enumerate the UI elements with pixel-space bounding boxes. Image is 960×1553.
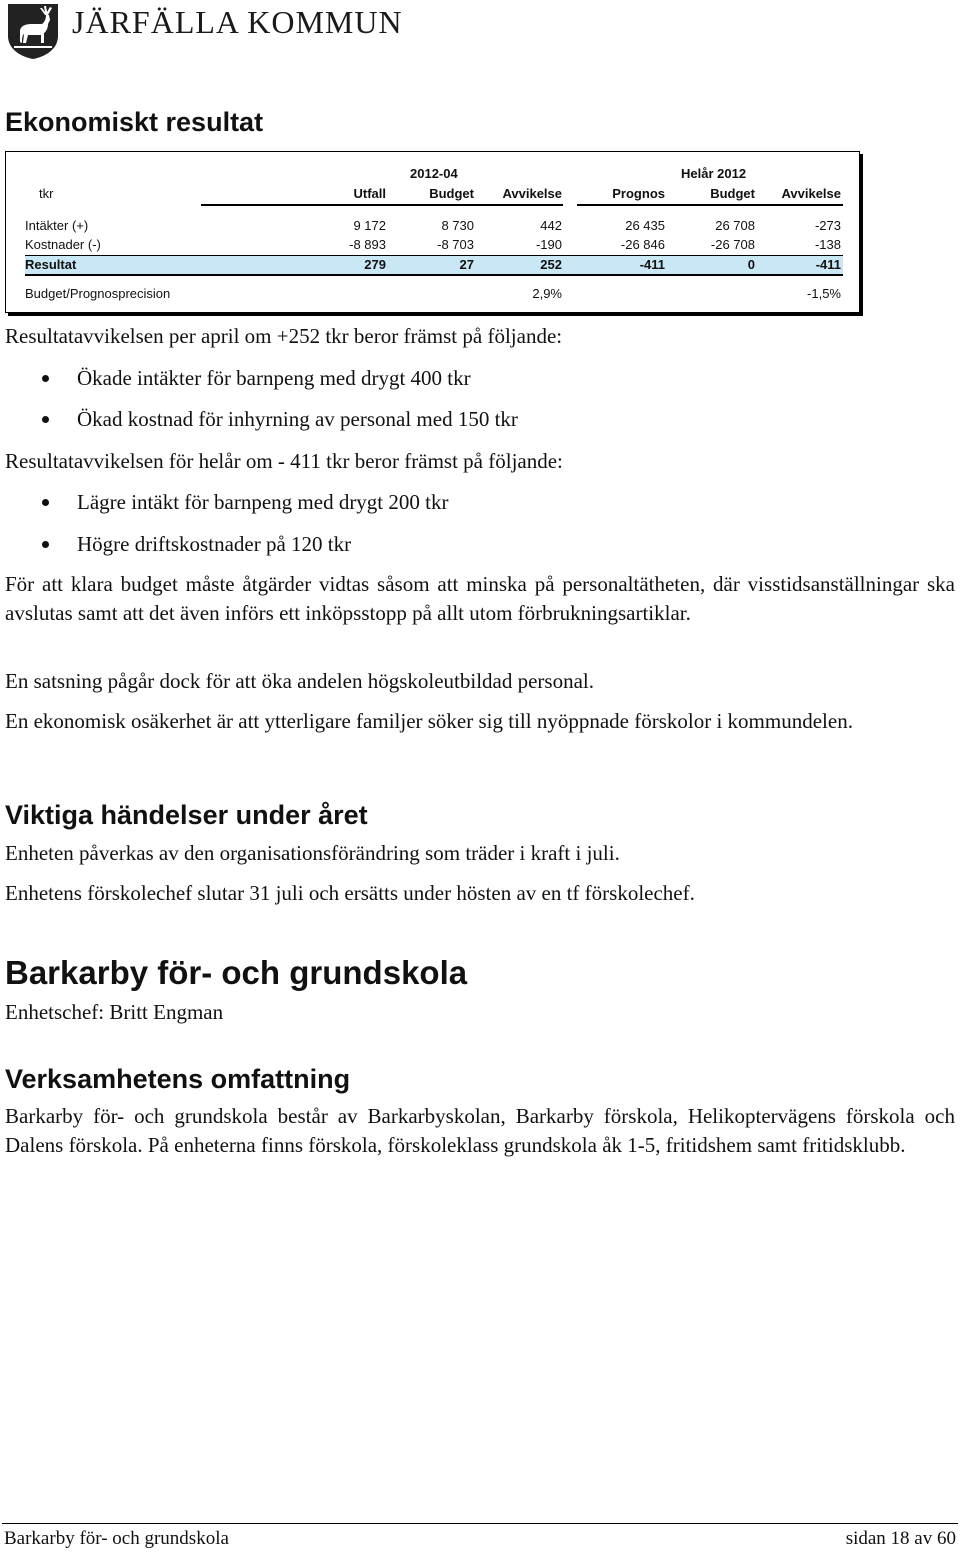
table-col-header: Avvikelse (781, 186, 841, 201)
precision-label: Budget/Prognosprecision (25, 286, 171, 301)
paragraph: För att klara budget måste åtgärder vidtas såsom att minska på personaltätheten, där visstidsanställningar ska avslutas samt att det även införs ett inköpsstopp på allt utom förbrukningsartiklar. (5, 572, 955, 625)
bullet-dot (42, 499, 49, 506)
table-cell: 27 (459, 257, 474, 272)
footer-unit-name: Barkarby för- och grundskola (4, 1528, 229, 1549)
section-title-events: Viktiga händelser under året (5, 800, 368, 830)
list-item: Ökad kostnad för inhyrning av personal med 150 tkr (77, 407, 518, 431)
table-cell: 8 730 (441, 218, 474, 233)
table-cell: -26 846 (620, 237, 665, 252)
list-item: Lägre intäkt för barnpeng med drygt 200 tkr (77, 490, 449, 514)
table-cell: -8 703 (437, 237, 474, 252)
bullet-dot (42, 375, 49, 382)
table-cell: -26 708 (710, 237, 755, 252)
table-cell: -411 (815, 257, 841, 272)
table-group-year: Helår 2012 (681, 166, 747, 181)
list-item: Ökade intäkter för barnpeng med drygt 400 tkr (77, 366, 471, 390)
intro-april: Resultatavvikelsen per april om +252 tkr beror främst på följande: (5, 324, 563, 348)
paragraph: En ekonomisk osäkerhet är att ytterligare familjer söker sig till nyöppnade förskolor i kommundelen. (5, 709, 853, 733)
table-row-label: Intäkter (+) (25, 218, 89, 233)
table-row-label: Kostnader (-) (25, 237, 101, 252)
footer-rule (2, 1523, 958, 1524)
table-unit-label: tkr (39, 186, 54, 201)
section-title-economic-result: Ekonomiskt resultat (5, 107, 264, 137)
table-cell: 252 (540, 257, 562, 272)
table-cell: 442 (540, 218, 562, 233)
table-cell: -138 (814, 237, 841, 252)
table-cell: -190 (535, 237, 562, 252)
table-cell: 9 172 (353, 218, 386, 233)
table-cell: 0 (747, 257, 755, 272)
table-cell: -8 893 (349, 237, 386, 252)
list-item: Högre driftskostnader på 120 tkr (77, 532, 352, 556)
intro-year: Resultatavvikelsen för helår om - 411 tkr beror främst på följande: (5, 449, 563, 473)
paragraph: Enheten påverkas av den organisationsförändring som träder i kraft i juli. (5, 841, 620, 865)
section-title-unit: Barkarby för- och grundskola (5, 954, 468, 991)
table-group-period: 2012-04 (410, 166, 458, 181)
table-col-header: Budget (429, 186, 474, 201)
paragraph: Barkarby för- och grundskola består av Barkarbyskolan, Barkarby förskola, Helikoptervägens förskola och Dalens förskola. På enheterna finns förskola, förskoleklass grundskola åk 1-5, fritidshem samt fritidsklubb. (5, 1104, 955, 1157)
unit-manager: Enhetschef: Britt Engman (5, 1000, 224, 1024)
table-row-label: Resultat (25, 257, 77, 272)
economic-result-table (5, 151, 860, 313)
precision-year-value: -1,5% (807, 286, 841, 301)
table-cell: 26 435 (625, 218, 665, 233)
table-col-header: Avvikelse (502, 186, 562, 201)
table-cell: 279 (364, 257, 386, 272)
footer-page-number: sidan 18 av 60 (845, 1528, 956, 1549)
table-col-header: Prognos (612, 186, 665, 201)
header-rule (201, 204, 563, 206)
table-cell: -273 (814, 218, 841, 233)
header-rule (577, 204, 843, 206)
table-cell: 26 708 (715, 218, 755, 233)
section-title-scope: Verksamhetens omfattning (5, 1064, 351, 1094)
table-col-header: Budget (710, 186, 755, 201)
paragraph: En satsning pågår dock för att öka andelen högskoleutbildad personal. (5, 669, 595, 693)
precision-period-value: 2,9% (532, 286, 562, 301)
table-cell: -411 (639, 257, 665, 272)
organization-name: JÄRFÄLLA KOMMUN (72, 4, 403, 40)
paragraph: Enhetens förskolechef slutar 31 juli och ersätts under hösten av en tf förskolechef. (5, 881, 695, 905)
jarfalla-coat-of-arms-icon (4, 2, 62, 60)
bullet-dot (42, 416, 49, 423)
bullet-dot (42, 541, 49, 548)
table-col-header: Utfall (353, 186, 386, 201)
